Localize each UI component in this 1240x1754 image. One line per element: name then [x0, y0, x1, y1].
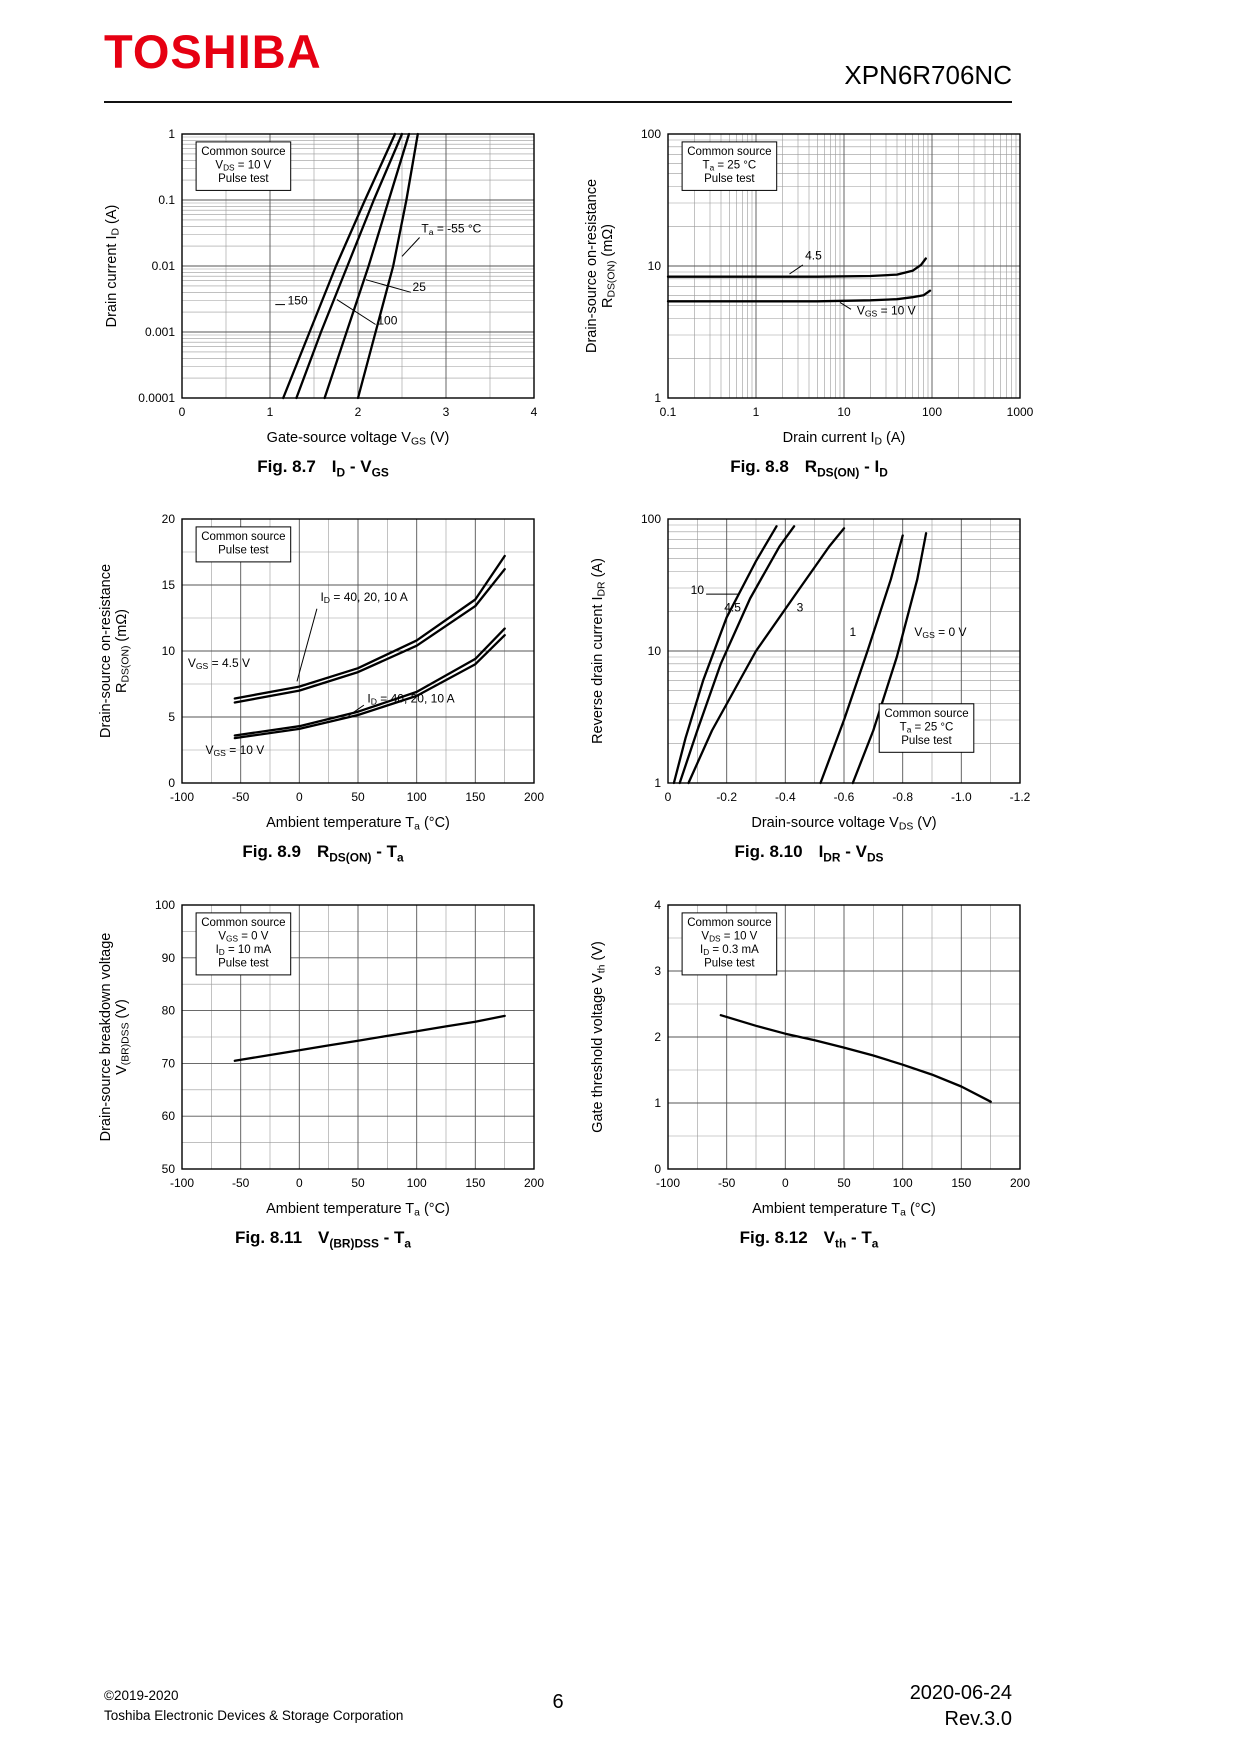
svg-text:10: 10	[690, 583, 705, 598]
svg-text:3: 3	[442, 405, 450, 419]
annotations	[691, 583, 967, 640]
svg-text:Pulse test: Pulse test	[218, 957, 269, 970]
chart-svg	[98, 124, 548, 454]
svg-text:Ambient temperature Ta (°C): Ambient temperature Ta (°C)	[266, 815, 450, 833]
svg-text:1000: 1000	[1006, 405, 1034, 419]
svg-text:10: 10	[837, 405, 851, 419]
svg-text:100: 100	[640, 127, 661, 141]
figure-title: $I_{DR} - V_{DS}$	[818, 842, 884, 865]
svg-text:Ambient temperature Ta (°C): Ambient temperature Ta (°C)	[752, 1200, 936, 1219]
svg-text:Reverse drain current IDR (A: Reverse drain current IDR (A)	[590, 558, 608, 745]
svg-text:-100: -100	[655, 1175, 681, 1190]
svg-text:4.5: 4.5	[805, 248, 822, 263]
svg-text:150: 150	[951, 1175, 972, 1190]
svg-text:Drain-source on-resistance: Drain-source on-resistance	[98, 564, 114, 739]
figure-number: Fig. 8.10	[734, 842, 803, 862]
conditions-box	[879, 704, 974, 753]
figure-number: Fig. 8.12	[739, 1227, 808, 1247]
svg-text:20: 20	[161, 512, 175, 527]
figure-caption	[98, 842, 548, 864]
svg-text:25: 25	[412, 279, 426, 294]
figure-title: $V_{(BR)DSS} - T_a$	[318, 1227, 412, 1251]
conditions-box	[682, 913, 777, 975]
chart-svg	[584, 509, 1034, 839]
svg-text:100: 100	[154, 897, 175, 912]
copyright: ©2019-2020	[104, 1687, 179, 1703]
series-line	[235, 629, 505, 736]
svg-text:Gate-source voltage VGS (V): Gate-source voltage VGS (V)	[266, 430, 450, 448]
svg-text:5: 5	[168, 710, 175, 725]
conditions-box	[196, 913, 291, 975]
svg-text:ID = 40, 20, 10 A: ID = 40, 20, 10 A	[367, 691, 455, 708]
svg-text:2: 2	[354, 405, 362, 419]
svg-text:Drain-source voltage VDS (V): Drain-source voltage VDS (V)	[751, 815, 937, 833]
figure-caption	[584, 457, 1034, 479]
svg-text:4: 4	[530, 405, 538, 419]
svg-text:Drain current ID (A): Drain current ID (A)	[104, 204, 122, 328]
svg-text:-0.8: -0.8	[892, 790, 914, 805]
charts-grid	[98, 124, 1038, 1250]
svg-text:Common source: Common source	[884, 708, 969, 721]
figure-title: $R_{DS(ON)} - T_a$	[316, 842, 404, 865]
series-line	[668, 291, 930, 302]
svg-text:10: 10	[647, 259, 661, 273]
figure-title: $V_{th} - T_a$	[823, 1227, 879, 1251]
svg-text:100: 100	[377, 313, 398, 328]
svg-text:1: 1	[168, 127, 175, 141]
series-line	[235, 1016, 505, 1061]
series-line	[721, 1015, 991, 1101]
svg-text:0.1: 0.1	[158, 193, 175, 207]
figure-caption	[98, 457, 548, 479]
svg-text:100: 100	[406, 1175, 427, 1190]
svg-text:0.0001: 0.0001	[138, 391, 175, 405]
svg-text:Ta = -55 °C: Ta = -55 °C	[421, 221, 482, 237]
figure-number: Fig. 8.9	[242, 842, 301, 862]
conditions-box	[196, 142, 291, 191]
svg-text:0: 0	[295, 1175, 303, 1190]
toshiba-logo: TOSHIBA	[104, 25, 322, 78]
svg-text:200: 200	[523, 1175, 545, 1190]
svg-text:0: 0	[781, 1175, 789, 1190]
svg-text:1: 1	[654, 776, 661, 791]
svg-text:VGS = 4.5 V: VGS = 4.5 V	[187, 656, 251, 672]
svg-text:-50: -50	[231, 1175, 250, 1190]
svg-text:VGS = 0 V: VGS = 0 V	[914, 625, 967, 641]
date: 2020-06-24	[909, 1682, 1012, 1704]
company: Toshiba Electronic Devices & Storage Corporation	[104, 1707, 404, 1723]
annotations	[188, 590, 455, 758]
figure-caption	[584, 1228, 1034, 1250]
figure-caption	[98, 1228, 548, 1250]
chart-svg	[584, 895, 1034, 1225]
footer-right	[910, 1680, 1012, 1732]
chart-svg	[98, 509, 548, 839]
svg-text:1: 1	[654, 391, 661, 405]
svg-text:Pulse test: Pulse test	[704, 957, 755, 970]
svg-text:Pulse test: Pulse test	[218, 172, 269, 185]
svg-text:Pulse test: Pulse test	[218, 544, 269, 557]
svg-text:Common source: Common source	[687, 916, 772, 929]
svg-text:200: 200	[523, 790, 545, 805]
svg-text:0: 0	[654, 1161, 661, 1176]
svg-text:Drain current ID (A): Drain current ID (A)	[782, 430, 906, 448]
svg-text:Pulse test: Pulse test	[901, 735, 952, 748]
chart-svg	[98, 895, 548, 1225]
svg-text:-100: -100	[169, 790, 195, 805]
figure-8-10	[584, 509, 1034, 864]
figure-number: Fig. 8.11	[234, 1227, 303, 1247]
svg-text:1: 1	[752, 405, 760, 419]
svg-text:VGS = 0 V: VGS = 0 V	[218, 930, 269, 944]
figure-title: $I_D - V_{GS}$	[331, 457, 389, 480]
svg-text:1: 1	[849, 625, 857, 640]
series-line	[235, 556, 505, 699]
svg-text:0: 0	[178, 405, 186, 419]
svg-text:ID = 10 mA: ID = 10 mA	[215, 943, 272, 957]
svg-text:100: 100	[892, 1175, 913, 1190]
figure-caption	[584, 842, 1034, 864]
svg-text:3: 3	[654, 963, 661, 978]
svg-text:RDS(ON) (mΩ): RDS(ON) (mΩ)	[600, 223, 618, 309]
svg-text:-1.0: -1.0	[950, 790, 972, 805]
svg-text:V(BR)DSS (V): V(BR)DSS (V)	[114, 998, 132, 1075]
figure-title: $R_{DS(ON)} - I_D$	[804, 457, 888, 480]
figure-number: Fig. 8.8	[730, 457, 789, 476]
conditions-box	[682, 142, 777, 191]
svg-text:60: 60	[161, 1108, 175, 1123]
svg-text:Ta = 25 °C: Ta = 25 °C	[702, 159, 757, 173]
svg-text:70: 70	[161, 1056, 175, 1071]
series	[235, 1016, 505, 1061]
svg-text:Pulse test: Pulse test	[704, 172, 755, 185]
svg-text:VDS = 10 V: VDS = 10 V	[215, 159, 272, 173]
series	[721, 1015, 991, 1101]
svg-text:0: 0	[664, 790, 672, 805]
svg-text:Ambient temperature Ta (°C): Ambient temperature Ta (°C)	[266, 1200, 450, 1219]
svg-text:Drain-source breakdown voltage: Drain-source breakdown voltage	[98, 932, 114, 1142]
svg-text:0.001: 0.001	[144, 325, 175, 339]
header-rule	[104, 101, 1012, 103]
svg-text:Ta = 25 °C: Ta = 25 °C	[899, 721, 954, 735]
svg-text:10: 10	[647, 644, 661, 659]
svg-text:4.5: 4.5	[724, 600, 741, 615]
svg-text:80: 80	[161, 1003, 175, 1018]
svg-text:150: 150	[287, 293, 308, 308]
svg-text:-1.2: -1.2	[1009, 790, 1031, 805]
svg-text:VGS = 10 V: VGS = 10 V	[205, 743, 265, 759]
svg-text:150: 150	[465, 790, 486, 805]
svg-text:ID = 0.3 mA: ID = 0.3 mA	[700, 943, 759, 957]
revision: Rev.3.0	[944, 1708, 1012, 1730]
svg-text:Common source: Common source	[201, 531, 286, 544]
svg-text:-100: -100	[169, 1175, 195, 1190]
svg-text:Gate threshold voltage Vth (: Gate threshold voltage Vth (V)	[590, 940, 608, 1133]
part-number: XPN6R706NC	[844, 60, 1012, 90]
series	[235, 556, 505, 738]
svg-text:1: 1	[266, 405, 274, 419]
svg-text:100: 100	[921, 405, 943, 419]
svg-text:2: 2	[654, 1029, 661, 1044]
series	[668, 259, 930, 302]
svg-text:50: 50	[161, 1161, 175, 1176]
svg-text:VDS = 10 V: VDS = 10 V	[701, 930, 758, 944]
figure-8-11	[98, 895, 548, 1250]
svg-text:0: 0	[168, 776, 175, 791]
svg-text:0.1: 0.1	[659, 405, 677, 419]
series-line	[668, 259, 926, 277]
figure-number: Fig. 8.7	[257, 457, 316, 476]
figure-8-12	[584, 895, 1034, 1250]
svg-text:50: 50	[351, 790, 365, 805]
conditions-box	[196, 527, 291, 562]
svg-text:-0.4: -0.4	[774, 790, 796, 805]
figure-8-7	[98, 124, 548, 479]
svg-text:VGS = 10 V: VGS = 10 V	[856, 303, 916, 319]
svg-text:-0.6: -0.6	[833, 790, 855, 805]
svg-text:0.01: 0.01	[151, 259, 175, 273]
svg-text:100: 100	[640, 512, 661, 527]
svg-text:1: 1	[654, 1095, 661, 1110]
svg-text:15: 15	[161, 578, 175, 593]
svg-text:200: 200	[1009, 1175, 1031, 1190]
chart-svg	[584, 124, 1034, 454]
svg-text:150: 150	[465, 1175, 486, 1190]
svg-text:90: 90	[161, 950, 175, 965]
svg-text:Common source: Common source	[201, 145, 286, 158]
svg-text:0: 0	[295, 790, 303, 805]
svg-text:Drain-source on-resistance: Drain-source on-resistance	[584, 178, 600, 354]
svg-text:3: 3	[796, 600, 804, 615]
series-line	[680, 527, 794, 784]
svg-text:Common source: Common source	[201, 916, 286, 929]
figure-8-8	[584, 124, 1034, 479]
svg-text:10: 10	[161, 644, 175, 659]
svg-text:-50: -50	[231, 790, 250, 805]
svg-text:-50: -50	[717, 1175, 736, 1190]
svg-text:-0.2: -0.2	[716, 790, 738, 805]
figure-8-9	[98, 509, 548, 864]
svg-text:Common source: Common source	[687, 145, 772, 158]
svg-text:100: 100	[406, 790, 427, 805]
page-number: 6	[552, 1691, 564, 1713]
svg-text:50: 50	[351, 1175, 365, 1190]
svg-text:ID = 40, 20, 10 A: ID = 40, 20, 10 A	[320, 590, 408, 606]
svg-text:RDS(ON) (mΩ): RDS(ON) (mΩ)	[114, 609, 132, 694]
svg-text:4: 4	[654, 897, 661, 912]
svg-text:50: 50	[837, 1175, 851, 1190]
